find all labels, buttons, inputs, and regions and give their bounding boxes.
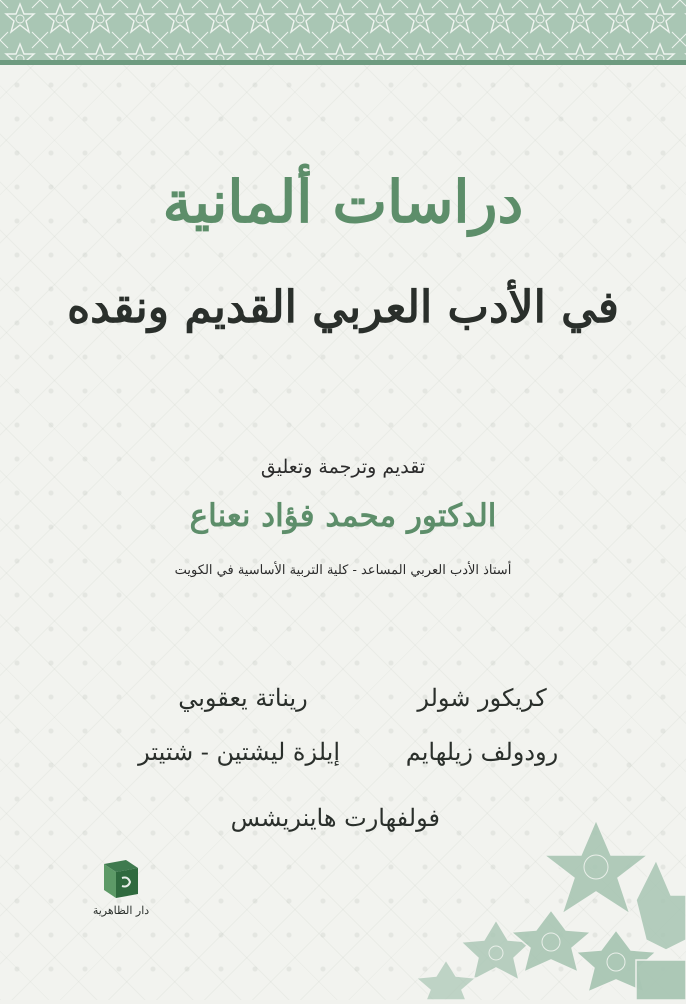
geometric-star-ornament-icon <box>326 800 686 1000</box>
top-rule <box>0 60 686 65</box>
corner-ornament <box>326 800 686 1000</box>
contributor-5: فولفهارت هاينريشس <box>230 804 440 832</box>
book-title: دراسات ألمانية <box>162 168 524 236</box>
contributor-4: إيلزة ليشتين - شتيتر <box>138 738 340 766</box>
top-ornament-band <box>0 0 686 60</box>
book-logo-icon <box>92 858 152 904</box>
publisher-name: دار الظاهرية <box>92 904 150 917</box>
author-affiliation: أستاذ الأدب العربي المساعد - كلية التربية الأساسية في الكويت <box>174 563 512 578</box>
contributor-1: كريكور شولر <box>417 684 547 712</box>
book-subtitle: في الأدب العربي القديم ونقده <box>67 282 619 333</box>
contributor-2: ريناتة يعقوبي <box>178 684 308 712</box>
contributor-3: رودولف زيلهايم <box>405 738 559 766</box>
author-name: الدكتور محمد فؤاد نعناع <box>189 498 497 534</box>
star-pattern-icon <box>0 0 686 60</box>
publisher-logo <box>92 858 152 928</box>
presented-by-line: تقديم وترجمة وتعليق <box>260 456 426 478</box>
